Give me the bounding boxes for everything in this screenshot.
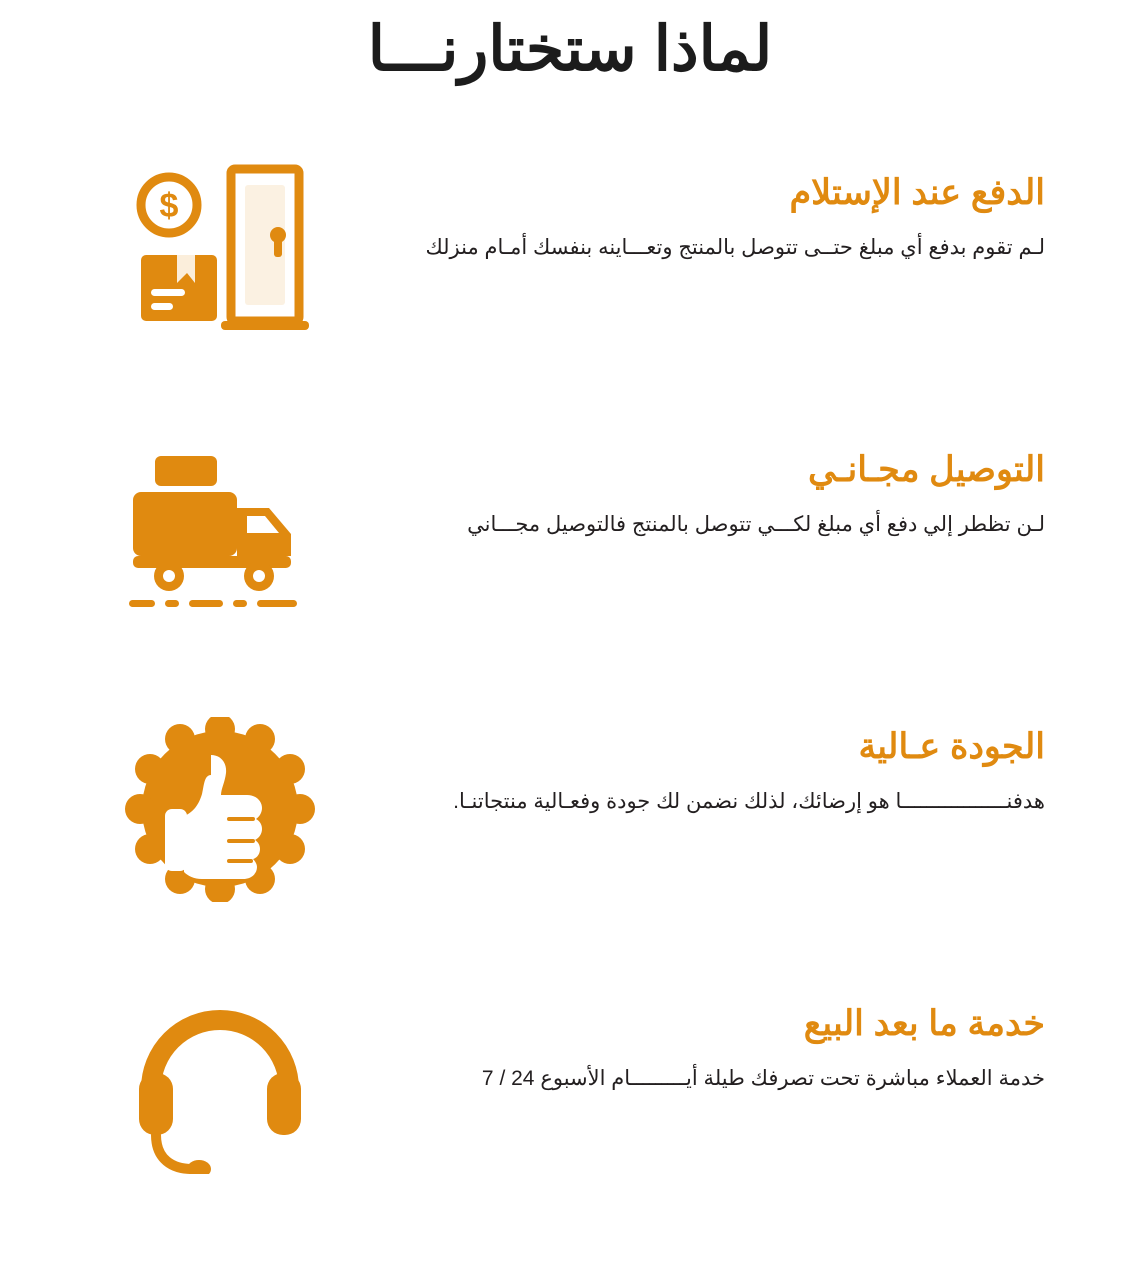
feature-description: هدفنـــــــــــــــــا هو إرضائك، لذلك نضمن لك جودة وفعـالية منتجاتنـا. [453, 789, 1045, 813]
feature-item [120, 440, 1045, 625]
feature-text-block [320, 163, 1045, 265]
feature-title: خدمة ما بعد البيع [803, 1004, 1045, 1044]
feature-text-block [320, 994, 1045, 1096]
cash-on-delivery-icon [120, 163, 320, 348]
thumbs-up-badge-icon [120, 717, 320, 902]
feature-title: الدفع عند الإستلام [789, 173, 1045, 213]
feature-title: الجودة عـالية [858, 727, 1045, 767]
feature-item [120, 163, 1045, 348]
headset-support-icon [120, 994, 320, 1179]
feature-text-block [320, 440, 1045, 542]
feature-text-block [320, 717, 1045, 819]
page-title: لماذا ستختارنـــا [367, 15, 773, 84]
feature-description: لـم تقوم بدفع أي مبلغ حتــى تتوصل بالمنتج وتعـــاينه بنفسك أمـام منزلك [425, 235, 1045, 259]
features-list [0, 163, 1140, 1179]
feature-item [120, 994, 1045, 1179]
feature-item [120, 717, 1045, 902]
feature-description: لـن تظطر إلي دفع أي مبلغ لكـــي تتوصل بالمنتج فالتوصيل مجـــاني [467, 512, 1045, 536]
delivery-truck-icon [120, 440, 320, 625]
feature-title: التوصيل مجـانـي [808, 450, 1045, 490]
svg-text:$: $ [159, 187, 179, 226]
feature-description: خدمة العملاء مباشرة تحت تصرفك طيلة أيـــــــــام الأسبوع 24 / 7 [481, 1066, 1045, 1090]
